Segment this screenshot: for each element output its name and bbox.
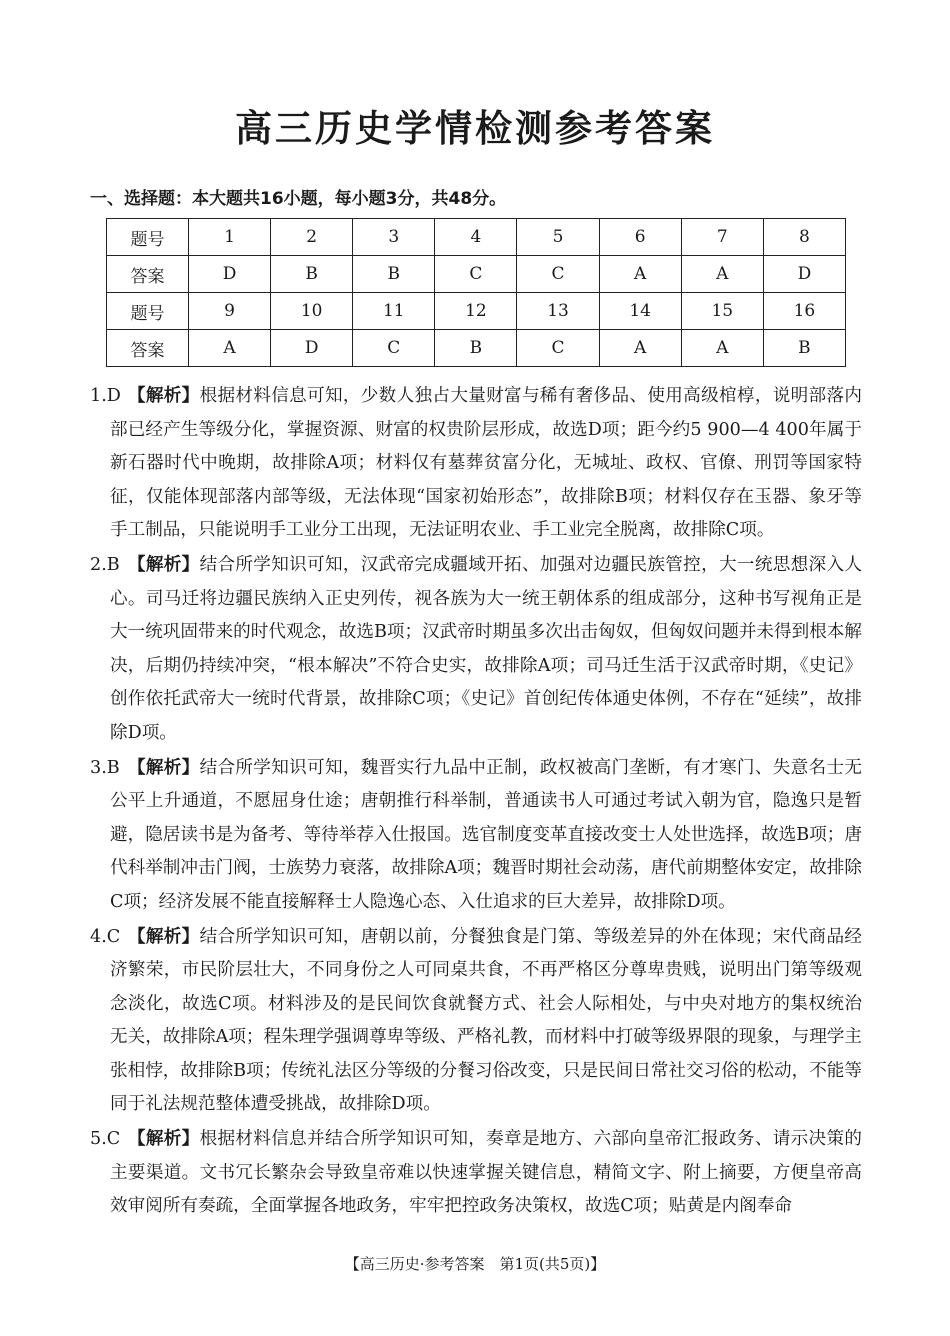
table-cell: D	[763, 256, 845, 293]
table-cell: 13	[517, 293, 599, 330]
table-cell: 10	[271, 293, 353, 330]
table-cell: B	[763, 330, 845, 367]
list-item	[90, 549, 862, 751]
table-cell: D	[271, 330, 353, 367]
item-number: 5.C	[90, 1129, 121, 1150]
table-cell: 9	[189, 293, 271, 330]
table-cell: 6	[599, 219, 681, 256]
table-row	[107, 256, 846, 293]
analysis-tag: 【解析】	[127, 1129, 200, 1150]
analysis-tag: 【解析】	[127, 926, 200, 947]
table-cell: 12	[435, 293, 517, 330]
table-cell: A	[189, 330, 271, 367]
table-cell: A	[599, 256, 681, 293]
section-heading: 一、选择题：本大题共16小题，每小题3分，共48分。	[90, 189, 507, 209]
item-text: 结合所学知识可知，魏晋实行九品中正制，政权被高门垄断，有才寒门、失意名士无公平上升通道，不愿屈身仕途；唐朝推行科举制，普通读书人可通过考试入朝为官，隐逸只是暂避，隐居读书是为备考、等待举荐入仕报国。选官制度变革直接改变士人处世选择，故选B项；唐代科举制冲击门阀，士族势力衰落，故排除A项；魏晋时期社会动荡，唐代前期整体安定，故排除C项；经济发展不能直接解释士人隐逸心态、入仕追求的巨大差异，故排除D项。	[110, 757, 862, 912]
table-cell: 14	[599, 293, 681, 330]
table-row-header: 题号	[107, 293, 189, 330]
table-cell: C	[353, 330, 435, 367]
table-cell: 7	[681, 219, 763, 256]
table-cell: A	[681, 256, 763, 293]
page-title: 高三历史学情检测参考答案	[235, 107, 715, 150]
table-cell: C	[517, 256, 599, 293]
item-text: 根据材料信息可知，少数人独占大量财富与稀有奢侈品、使用高级棺椁，说明部落内部已经产生等级分化，掌握资源、财富的权贵阶层形成，故选D项；距今约5 900—4 400年属于新石器时代中晚期，故排除A项；材料仅有墓葬贫富分化，无城址、政权、官僚、刑罚等国家特征，仅能体现部落内部等级，无法体现“国家初始形态”，故排除B项；材料仅存在玉器、象牙等手工制品，只能说明手工业分工出现，无法证明农业、手工业完全脱离，故排除C项。	[110, 386, 862, 541]
item-text: 结合所学知识可知，唐朝以前，分餐独食是门第、等级差异的外在体现；宋代商品经济繁荣，市民阶层壮大，不同身份之人可同桌共食，不再严格区分尊卑贵贱，说明出门第等级观念淡化，故选C项。材料涉及的是民间饮食就餐方式、社会人际相处，与中央对地方的集权统治无关，故排除A项；程朱理学强调尊卑等级、严格礼教，而材料中打破等级界限的现象，与理学主张相悖，故排除B项；传统礼法区分等级的分餐习俗改变，只是民间日常社交习俗的松动，不能等同于礼法规范整体遭受挑战，故排除D项。	[110, 926, 862, 1115]
table-cell: 8	[763, 219, 845, 256]
table-row	[107, 219, 846, 256]
item-text: 结合所学知识可知，汉武帝完成疆域开拓、加强对边疆民族管控，大一统思想深入人心。司马迁将边疆民族纳入正史列传，视各族为大一统王朝体系的组成部分，这种书写视角正是大一统巩固带来的时代观念，故选B项；汉武帝时期虽多次出击匈奴，但匈奴问题并未得到根本解决，后期仍持续冲突，“根本解决”不符合史实，故排除A项；司马迁生活于汉武帝时期，《史记》创作依托武帝大一统时代背景，故排除C项；《史记》首创纪传体通史体例，不存在“延续”，故排除D项。	[110, 554, 862, 743]
table-cell: 11	[353, 293, 435, 330]
analysis-tag: 【解析】	[127, 757, 200, 778]
table-row-header: 答案	[107, 330, 189, 367]
table-cell: 15	[681, 293, 763, 330]
table-cell: 1	[189, 219, 271, 256]
table-cell: A	[681, 330, 763, 367]
list-item	[90, 1123, 862, 1224]
table-cell: C	[517, 330, 599, 367]
table-row	[107, 293, 846, 330]
table-cell: C	[435, 256, 517, 293]
table-cell: D	[189, 256, 271, 293]
analysis-tag: 【解析】	[127, 386, 200, 406]
table-row-header: 题号	[107, 219, 189, 256]
table-cell: 3	[353, 219, 435, 256]
item-number: 4.C	[90, 926, 121, 947]
page-footer: 【高三历史·参考答案 第1页(共5页)】	[344, 1255, 606, 1273]
analysis-tag: 【解析】	[127, 554, 200, 575]
table-cell: 2	[271, 219, 353, 256]
table-cell: B	[271, 256, 353, 293]
item-number: 2.B	[90, 554, 120, 575]
table-cell: 16	[763, 293, 845, 330]
list-item	[90, 752, 862, 920]
table-row-header: 答案	[107, 256, 189, 293]
table-cell: B	[435, 330, 517, 367]
item-number: 1.D	[90, 386, 121, 406]
table-cell: B	[353, 256, 435, 293]
answer-table	[106, 218, 846, 367]
item-number: 3.B	[90, 757, 120, 778]
explanation-list	[90, 380, 862, 1225]
list-item	[90, 380, 862, 548]
item-text: 根据材料信息并结合所学知识可知，奏章是地方、六部向皇帝汇报政务、请示决策的主要渠道。文书冗长繁杂会导致皇帝难以快速掌握关键信息，精简文字、附上摘要，方便皇帝高效审阅所有奏疏，全面掌握各地政务，牢牢把控政务决策权，故选C项；贴黄是内阁奉命	[110, 1129, 862, 1217]
table-cell: A	[599, 330, 681, 367]
list-item	[90, 921, 862, 1123]
table-cell: 5	[517, 219, 599, 256]
table-cell: 4	[435, 219, 517, 256]
table-row	[107, 330, 846, 367]
